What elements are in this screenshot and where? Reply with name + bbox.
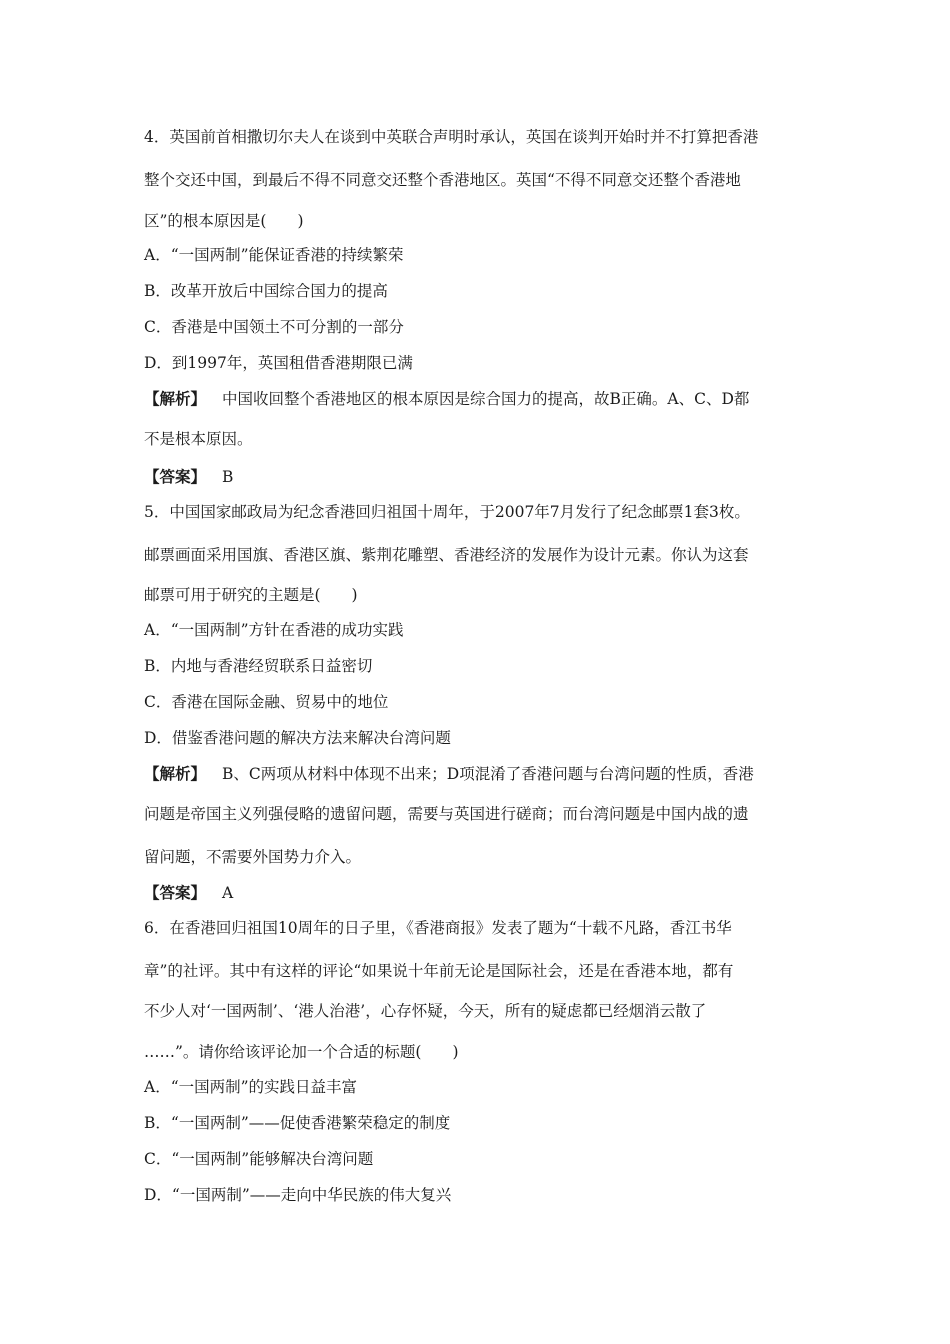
q5-option-b: B．内地与香港经贸联系日益密切 — [144, 657, 373, 675]
q5-answer-label: 【答案】 — [144, 883, 207, 902]
q4-stem-line-2: 整个交还中国，到最后不得不同意交还整个香港地区。英国“不得不同意交还整个香港地 — [144, 171, 741, 189]
q4-option-d: D．到1997年，英国租借香港期限已满 — [144, 354, 413, 372]
q4-analysis-line-2: 不是根本原因。 — [144, 430, 253, 448]
q5-option-a: A．“一国两制”方针在香港的成功实践 — [144, 621, 404, 639]
q6-stem-line-3: 不少人对‘一国两制’、‘港人治港’，心存怀疑，今天，所有的疑虑都已经烟消云散了 — [144, 1002, 707, 1020]
q5-analysis-text: B、C两项从材料中体现不出来；D项混淆了香港问题与台湾问题的性质，香港 — [222, 765, 754, 783]
q4-option-a: A．“一国两制”能保证香港的持续繁荣 — [144, 246, 404, 264]
q4-analysis-line-1 — [144, 388, 824, 410]
q6-option-a: A．“一国两制”的实践日益丰富 — [144, 1078, 358, 1096]
q4-stem-line-1: 4．英国前首相撒切尔夫人在谈到中英联合声明时承认，英国在谈判开始时并不打算把香港 — [144, 128, 759, 146]
q4-answer-label: 【答案】 — [144, 467, 207, 486]
q5-option-c: C．香港在国际金融、贸易中的地位 — [144, 693, 389, 711]
q5-option-d: D．借鉴香港问题的解决方法来解决台湾问题 — [144, 729, 451, 747]
q5-answer-line — [144, 882, 824, 904]
q4-option-c: C．香港是中国领土不可分割的一部分 — [144, 318, 404, 336]
q4-analysis-label: 【解析】 — [144, 389, 207, 408]
q5-analysis-label: 【解析】 — [144, 764, 207, 783]
q5-stem-line-2: 邮票画面采用国旗、香港区旗、紫荆花雕塑、香港经济的发展作为设计元素。你认为这套 — [144, 546, 749, 564]
q4-analysis-text: 中国收回整个香港地区的根本原因是综合国力的提高，故B正确。A、C、D都 — [222, 390, 750, 408]
q5-analysis-line-3: 留问题，不需要外国势力介入。 — [144, 848, 362, 866]
q6-option-d: D．“一国两制”——走向中华民族的伟大复兴 — [144, 1186, 452, 1204]
q6-stem-line-1: 6．在香港回归祖国10周年的日子里，《香港商报》发表了题为“十载不凡路，香江书华 — [144, 919, 732, 937]
q5-stem-line-1: 5．中国国家邮政局为纪念香港回归祖国十周年，于2007年7月发行了纪念邮票1套3枚。 — [144, 503, 750, 521]
q6-stem-line-2: 章”的社评。其中有这样的评论“如果说十年前无论是国际社会，还是在香港本地，都有 — [144, 962, 734, 980]
q6-option-b: B．“一国两制”——促使香港繁荣稳定的制度 — [144, 1114, 451, 1132]
q4-option-b: B．改革开放后中国综合国力的提高 — [144, 282, 388, 300]
q5-stem-line-3: 邮票可用于研究的主题是( ) — [144, 586, 358, 604]
q5-analysis-line-1 — [144, 763, 824, 785]
q4-answer-value: B — [222, 468, 234, 486]
q6-stem-line-4: ……”。请你给该评论加一个合适的标题( ) — [144, 1043, 459, 1061]
q6-option-c: C．“一国两制”能够解决台湾问题 — [144, 1150, 374, 1168]
q4-stem-line-3: 区”的根本原因是( ) — [144, 212, 304, 230]
q5-analysis-line-2: 问题是帝国主义列强侵略的遗留问题，需要与英国进行磋商；而台湾问题是中国内战的遗 — [144, 805, 749, 823]
q5-answer-value: A — [222, 884, 234, 902]
q4-answer-line — [144, 466, 824, 488]
